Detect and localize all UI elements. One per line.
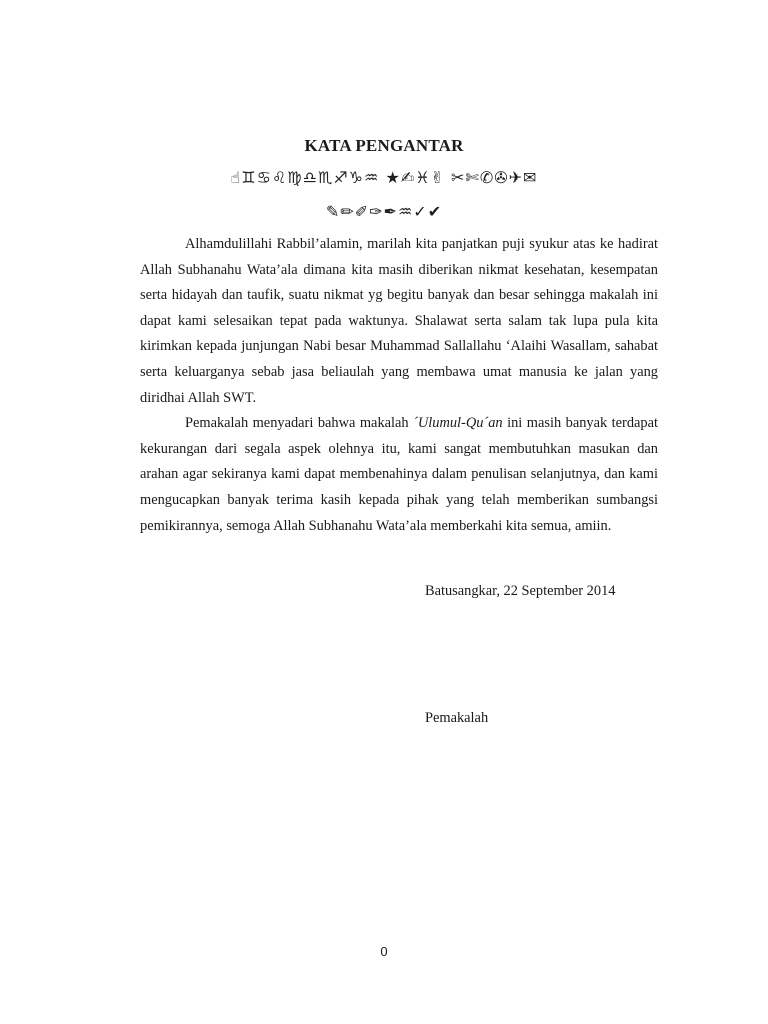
paragraph-2-italic-title: ´Ulumul-Qu´an bbox=[413, 415, 503, 432]
paragraph-1: Alhamdulillahi Rabbil’alamin, marilah kita panjatkan puji syukur atas ke hadirat Allah Subhanahu Wata’ala dimana kita masih diberikan nikmat kesehatan, kesempatan serta hidayah dan taufik, suatu nikmat yg begitu banyak dan besar sehingga makalah ini dapat kami selesaikan tepat pada waktunya. Shalawat serta salam tak lupa pula kita kirimkan kepada junjungan Nabi besar Muhammad Sallallahu ‘Alaihi Wasallam, sahabat serta keluarganya sebab jasa beliaulah yang membawa umat manusia ke jalan yang diridhai Allah SWT. bbox=[140, 236, 658, 406]
paragraph-2-start: Pemakalah menyadari bahwa makalah bbox=[185, 415, 414, 432]
place-date: Batusangkar, 22 September 2014 bbox=[425, 583, 616, 599]
signer: Pemakalah bbox=[425, 710, 489, 726]
paragraph-2-end: ini masih banyak terdapat kekurangan dari segala aspek olehnya itu, kami sangat membutuhkan masukan dan arahan agar sekiranya kami dapat membenahinya dalam penulisan selanjutnya, dan kami mengucapkan banyak terima kasih kepada pihak yang telah memberikan sumbangsi pemikirannya, semoga Allah Subhanahu Wata’ala memberkahi kita semua, amiin. bbox=[140, 415, 659, 534]
body-text bbox=[140, 232, 658, 539]
page-title: KATA PENGANTAR bbox=[304, 136, 464, 155]
basmalah-glyph-line-1: ☝♊♋♌♍♎♏♐♑♒ ★✍♓✌ ✂✄✆✇✈✉ bbox=[230, 168, 538, 187]
paragraph-2 bbox=[140, 411, 658, 539]
page-number: 0 bbox=[380, 944, 388, 959]
basmalah-glyph-line-2: ✎✏✐✑✒♒✓✔ bbox=[325, 202, 443, 221]
